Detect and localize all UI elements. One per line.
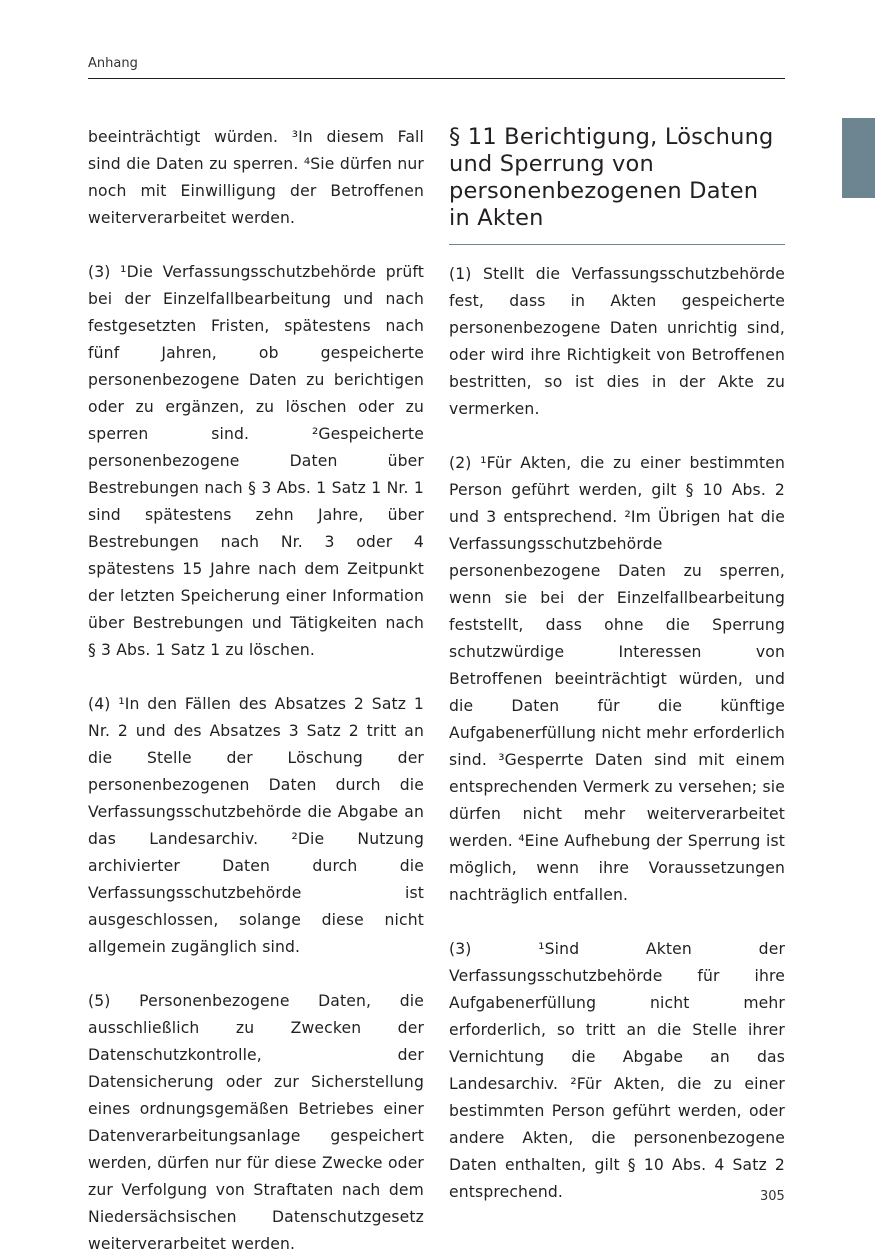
section-paragraph-1: (1) Stellt die Verfassungsschutzbehörde fest, dass in Akten gespeicherte personenbezogene Daten unrichtig sind, oder wird ihre Richtigkeit von Betroffenen bestritten, so ist dies in der Akte zu vermerken.: [449, 265, 785, 418]
page-number: 305: [760, 1189, 785, 1204]
running-header: Anhang: [88, 56, 138, 71]
chapter-tab-marker: [842, 118, 875, 198]
paragraph-5: (5) Personenbezogene Daten, die ausschließlich zu Zwecken der Datenschutzkontrolle, der Datensicherung oder zur Sicherstellung eines ordnungsgemäßen Betriebes einer Datenverarbeitungsanlage gespeichert werden, dürfen nur für diese Zwecke oder zur Verfolgung von Straftaten nach dem Niedersächsischen Datenschutzgesetz weiterverarbeitet werden.: [88, 992, 424, 1253]
left-column: [88, 124, 424, 1258]
paragraph-continuation: beeinträchtigt würden. ³In diesem Fall sind die Daten zu sperren. ⁴Sie dürfen nur noch mit Einwilligung der Betroffenen weiterverarbeitet werden.: [88, 128, 424, 227]
right-column: [449, 124, 785, 1206]
section-heading: § 11 Berichtigung, Löschung und Sperrung von personenbezogenen Daten in Akten: [449, 124, 774, 231]
heading-divider: [449, 244, 785, 245]
header-divider: [88, 78, 785, 79]
section-paragraph-3: (3) ¹Sind Akten der Verfassungsschutzbehörde für ihre Aufgabenerfüllung nicht mehr erforderlich, so tritt an die Stelle ihrer Vernichtung die Abgabe an das Landesarchiv. ²Für Akten, die zu einer bestimmten Person geführt werden, oder andere Akten, die personenbezogene Daten enthalten, gilt § 10 Abs. 4 Satz 2 entsprechend.: [449, 940, 785, 1201]
paragraph-3: (3) ¹Die Verfassungsschutzbehörde prüft bei der Einzelfallbearbeitung und nach festgesetzten Fristen, spätestens nach fünf Jahren, ob gespeicherte personenbezogene Daten zu berichtigen oder zu ergänzen, zu löschen oder zu sperren sind. ²Gespeicherte personenbezogene Daten über Bestrebungen nach § 3 Abs. 1 Satz 1 Nr. 1 sind spätestens zehn Jahre, über Bestrebungen nach Nr. 3 oder 4 spätestens 15 Jahre nach dem Zeitpunkt der letzten Speicherung einer Information über Bestrebungen und Tätigkeiten nach § 3 Abs. 1 Satz 1 zu löschen.: [88, 263, 424, 659]
paragraph-4: (4) ¹In den Fällen des Absatzes 2 Satz 1 Nr. 2 und des Absatzes 3 Satz 2 tritt an die Stelle der Löschung der personenbezogenen Daten durch die Verfassungsschutzbehörde die Abgabe an das Landesarchiv. ²Die Nutzung archivierter Daten durch die Verfassungsschutzbehörde ist ausgeschlossen, solange diese nicht allgemein zugänglich sind.: [88, 695, 424, 956]
section-paragraph-2: (2) ¹Für Akten, die zu einer bestimmten Person geführt werden, gilt § 10 Abs. 2 und 3 entsprechend. ²Im Übrigen hat die Verfassungsschutzbehörde personenbezogene Daten zu sperren, wenn sie bei der Einzelfallbearbeitung feststellt, dass ohne die Sperrung schutzwürdige Interessen von Betroffenen beeinträchtigt würden, und die Daten für die künftige Aufgabenerfüllung nicht mehr erforderlich sind. ³Gesperrte Daten sind mit einem entsprechenden Vermerk zu versehen; sie dürfen nicht mehr weiterverarbeitet werden. ⁴Eine Aufhebung der Sperrung ist möglich, wenn ihre Voraussetzungen nachträglich entfallen.: [449, 454, 785, 904]
